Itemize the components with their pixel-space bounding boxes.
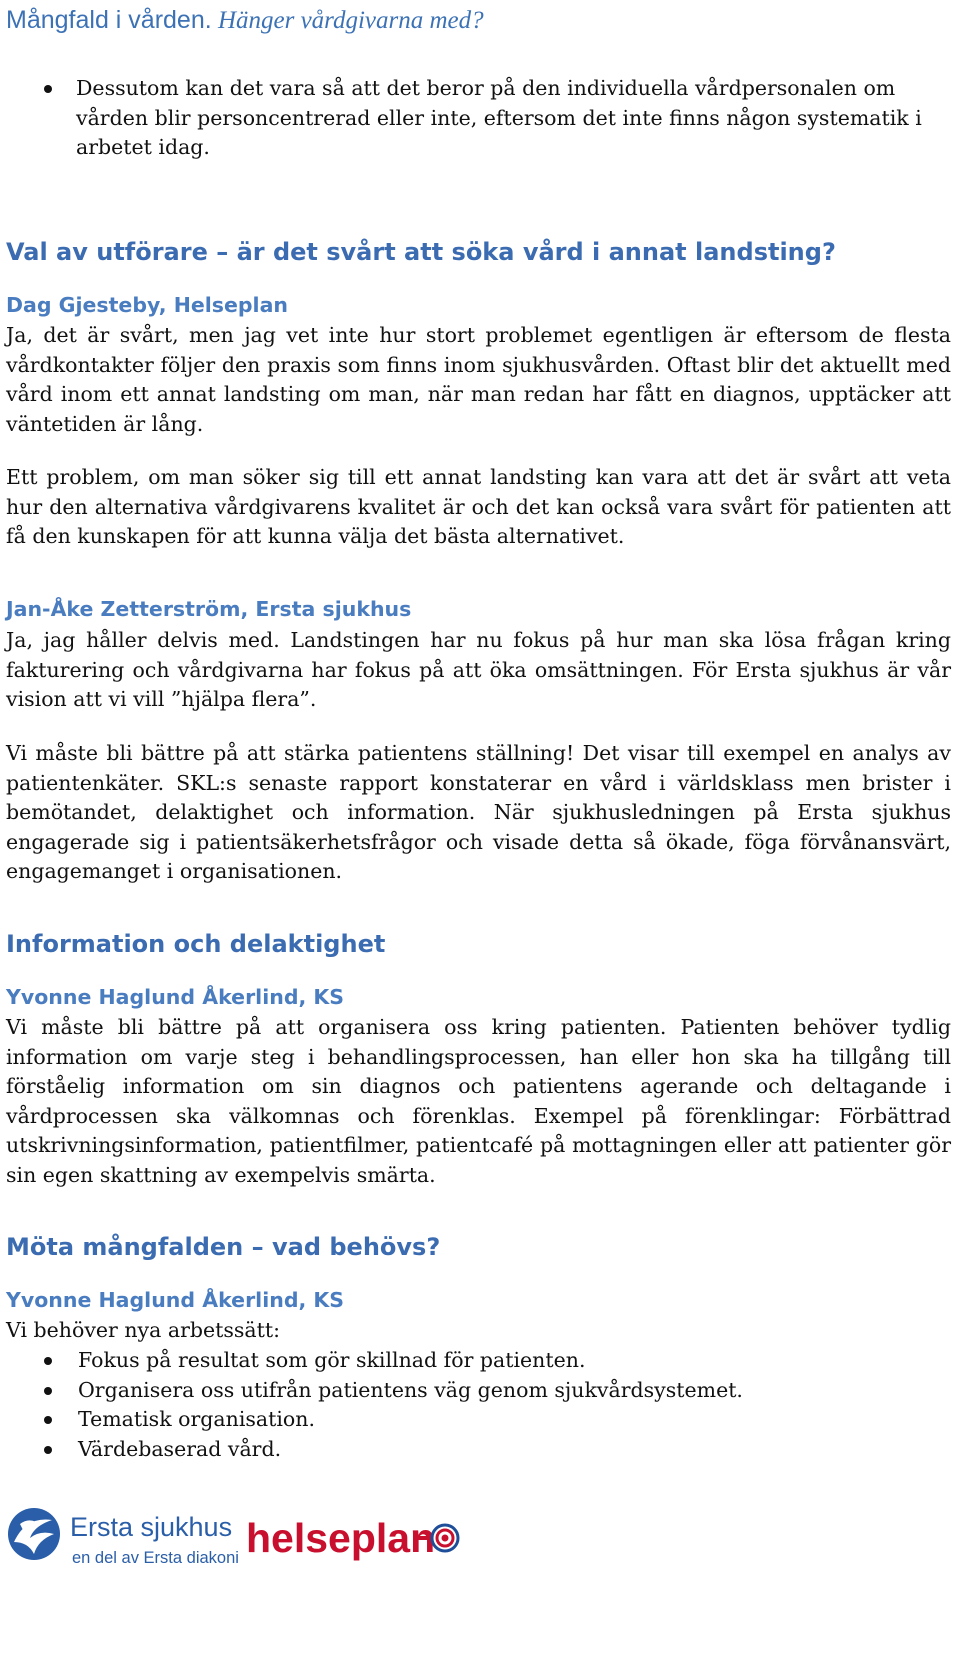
list-item: Dessutom kan det vara så att det beror på den individuella vårdpersonalen om vården blir personcentrerad eller inte, eftersom det inte finns någon systematik i arbetet idag. (6, 74, 951, 163)
bullet-icon (44, 85, 52, 93)
bullet-icon (44, 1357, 52, 1365)
speaker-name: Jan-Åke Zetterström, Ersta sjukhus (6, 597, 412, 621)
helseplan-logo (246, 1515, 458, 1561)
list-item: Tematisk organisation. (6, 1405, 951, 1435)
speaker-name: Dag Gjesteby, Helseplan (6, 293, 289, 317)
paragraph: Vi måste bli bättre på att organisera oss kring patienten. Patienten behöver tydlig information om varje steg i behandlingsprocessen, han eller hon ska ha tillgång till förståelig information om sin diagnos och patientens agerande och deltagande i vårdprocessen ska välkomnas och förenklas. Exempel på förenklingar: Förbättrad utskrivningsinformation, patientfilmer, patientcafé på mottagningen eller att patienter gör sin egen skattning av exempelvis smärta. (6, 1015, 951, 1187)
ersta-emblem-icon (8, 1508, 60, 1560)
ersta-logo (8, 1508, 239, 1567)
bullet-icon (44, 1446, 52, 1454)
list-item: Värdebaserad vård. (6, 1435, 951, 1465)
paragraph: Ja, det är svårt, men jag vet inte hur stort problemet egentligen är eftersom de flesta vårdkontakter följer den praxis som finns inom sjukhusvården. Oftast blir det aktuellt med vård inom ett annat landsting om man, när man redan har fått en diagnos, upptäcker att väntetiden är lång. (6, 323, 951, 436)
section-heading-val: Val av utförare – är det svårt att söka vård i annat landsting? (6, 238, 836, 266)
bullet-icon (44, 1416, 52, 1424)
speaker-name: Yvonne Haglund Åkerlind, KS (6, 985, 345, 1009)
paragraph: Vi måste bli bättre på att stärka patientens ställning! Det visar till exempel en analys av patientenkäter. SKL:s senaste rapport konstaterar en vård i världsklass men brister i bemötandet, delaktighet och information. När sjukhusledningen på Ersta sjukhus engagerade sig i patientsäkerhetsfrågor och visade detta så ökade, föga förvånansvärt, engagemanget i organisationen. (6, 741, 951, 884)
page-header (6, 4, 484, 37)
list-item: Organisera oss utifrån patientens väg genom sjukvårdsystemet. (6, 1376, 951, 1406)
ersta-tagline: en del av Ersta diakoni (72, 1549, 239, 1567)
paragraph: Ett problem, om man söker sig till ett annat landsting kan vara att det är svårt att veta hur den alternativa vårdgivarens kvalitet är och det kan också vara svårt för patienten att få den kunskapen för att kunna välja det bästa alternativet. (6, 465, 951, 549)
paragraph: Ja, jag håller delvis med. Landstingen har nu fokus på hur man ska lösa frågan kring fakturering och vårdgivarna har fokus på att öka omsättningen. För Ersta sjukhus är vår vision att vi vill ”hjälpa flera”. (6, 628, 951, 712)
ersta-name: Ersta sjukhus (70, 1512, 233, 1542)
helseplan-name: helseplan (246, 1515, 436, 1561)
list-item: Fokus på resultat som gör skillnad för patienten. (6, 1346, 951, 1376)
section-heading-mota: Möta mångfalden – vad behövs? (6, 1233, 441, 1261)
bullet-icon (44, 1387, 52, 1395)
header-subtitle: Hänger vårdgivarna med? (217, 7, 484, 34)
header-title: Mångfald i vården. (6, 6, 212, 34)
needs-bullet-list (6, 1346, 951, 1464)
speaker-name: Yvonne Haglund Åkerlind, KS (6, 1288, 345, 1312)
section-heading-info: Information och delaktighet (6, 930, 386, 958)
intro-bullet-list (6, 74, 951, 163)
paragraph: Vi behöver nya arbetssätt: (6, 1318, 281, 1342)
footer-logos (4, 1502, 524, 1572)
